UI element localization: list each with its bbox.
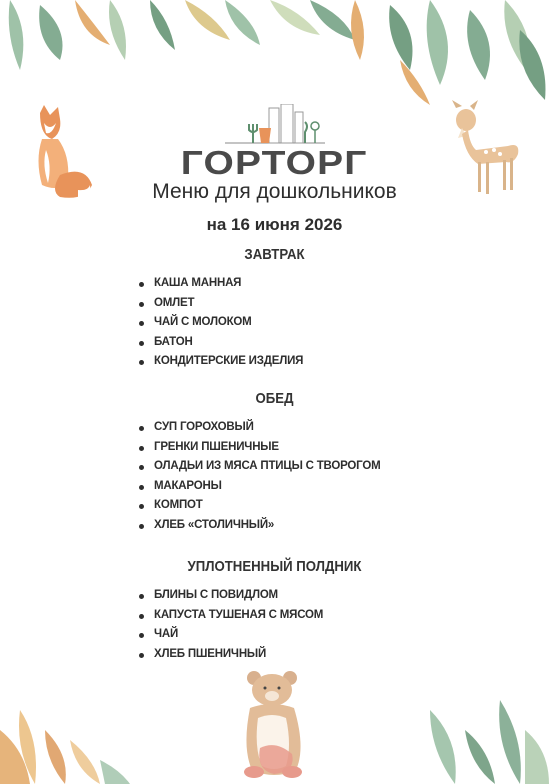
menu-date: на 16 июня 2026 bbox=[206, 215, 343, 234]
list-item: ЧАЙ С МОЛОКОМ bbox=[137, 313, 303, 333]
leaves-bottom-left-icon bbox=[0, 700, 130, 784]
section-heading-breakfast: ЗАВТРАК bbox=[244, 246, 305, 263]
list-item: ОЛАДЬИ ИЗ МЯСА ПТИЦЫ С ТВОРОГОМ bbox=[137, 457, 380, 477]
list-item: КАША МАННАЯ bbox=[137, 274, 303, 294]
leaves-bottom-right-icon bbox=[420, 690, 549, 784]
list-item: МАКАРОНЫ bbox=[137, 477, 380, 497]
list-item: ГРЕНКИ ПШЕНИЧНЫЕ bbox=[137, 438, 380, 458]
list-item: БАТОН bbox=[137, 333, 303, 353]
bear-icon bbox=[240, 668, 310, 780]
brand-name: ГОРТОРГ bbox=[181, 144, 368, 181]
list-item: ХЛЕБ «СТОЛИЧНЫЙ» bbox=[137, 516, 380, 536]
section-heading-lunch: ОБЕД bbox=[255, 390, 294, 407]
section-heading-snack: УПЛОТНЕННЫЙ ПОЛДНИК bbox=[187, 558, 362, 575]
snack-list bbox=[137, 586, 323, 664]
list-item: ЧАЙ bbox=[137, 625, 323, 645]
list-item: КОМПОТ bbox=[137, 496, 380, 516]
menu-title: Меню для дошкольников bbox=[152, 180, 397, 203]
list-item: СУП ГОРОХОВЫЙ bbox=[137, 418, 380, 438]
lunch-list bbox=[137, 418, 380, 536]
brand-logo bbox=[0, 104, 549, 179]
list-item: КАПУСТА ТУШЕНАЯ С МЯСОМ bbox=[137, 606, 323, 626]
breakfast-list bbox=[137, 274, 303, 372]
list-item: БЛИНЫ С ПОВИДЛОМ bbox=[137, 586, 323, 606]
leaves-top-icon bbox=[0, 0, 549, 110]
list-item: ОМЛЕТ bbox=[137, 294, 303, 314]
logo-cityscape-icon bbox=[225, 104, 325, 144]
list-item: ХЛЕБ ПШЕНИЧНЫЙ bbox=[137, 645, 323, 665]
list-item: КОНДИТЕРСКИЕ ИЗДЕЛИЯ bbox=[137, 352, 303, 372]
